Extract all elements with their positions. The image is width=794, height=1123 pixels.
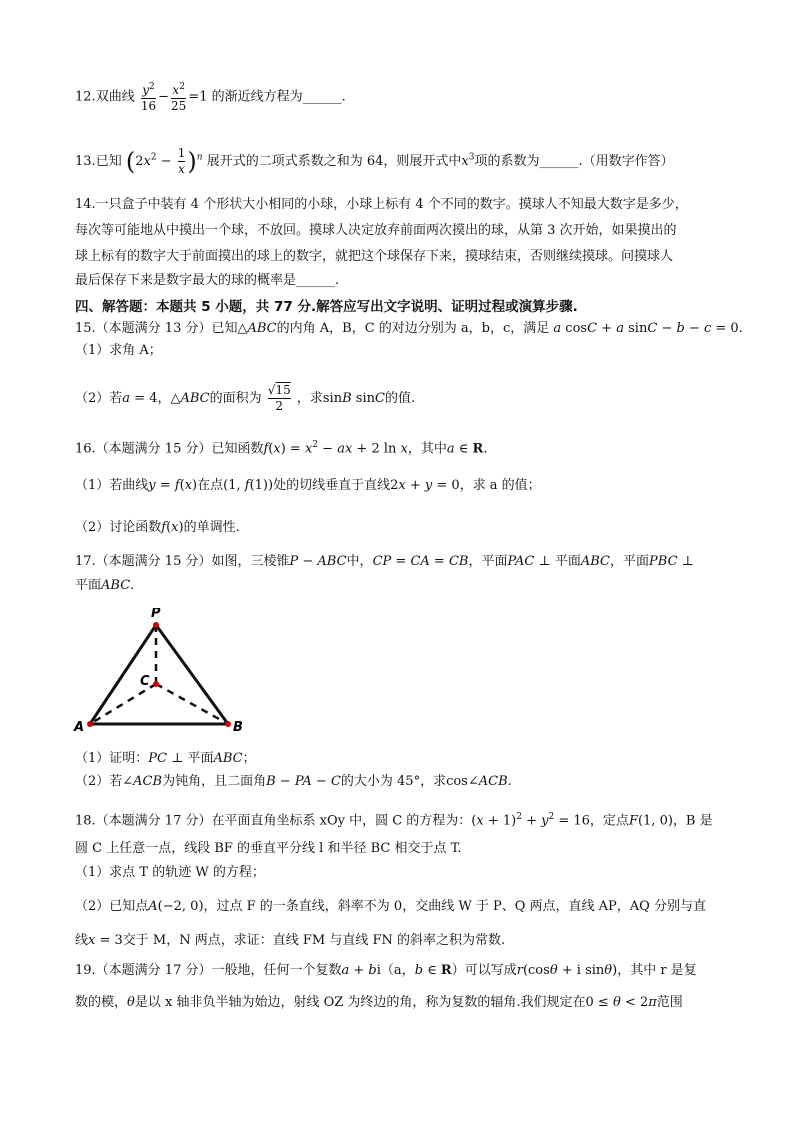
vertex-p-dot	[153, 622, 159, 628]
question-15-part-1: （1）求角 A；	[75, 343, 162, 358]
pyramid-diagram	[70, 608, 260, 733]
question-18-part-1: （1）求点 T 的轨迹 W 的方程；	[75, 865, 265, 880]
question-18-line-5: 线x = 3交于 M，N 两点，求证：直线 FM 与直线 FN 的斜率之积为常数.	[75, 933, 506, 948]
question-15: 15.（本题满分 13 分）已知△ABC的内角 A，B，C 的对边分别为 a，b，c，满足 a cosC + a sinC − b − c = 0.	[75, 321, 743, 336]
section-heading: 四、解答题：本题共 5 小题，共 77 分.解答应写出文字说明、证明过程或演算步骤.	[75, 299, 578, 315]
question-19: 19.（本题满分 17 分）一般地，任何一个复数a + bi（a，b ∈ R）可以写成r(cosθ + i sinθ)，其中 r 是复	[75, 963, 697, 978]
label-a: A	[74, 720, 85, 733]
question-13: 13.已知 ($2x^2$ − $\frac{1}{x}$ )$^n$ 展开式的二项式系数之和为 64，则展开式中$x^3$项的系数为______.（用数字作答）	[75, 146, 674, 176]
question-14-line-1: 14.一只盒子中装有 4 个形状大小相同的小球，小球上标有 4 个不同的数字。摸球人不知最大数字是多少，	[75, 197, 688, 212]
question-14-line-4: 最后保存下来是数字最大的球的概率是______.	[75, 273, 340, 288]
question-17-part-1: （1）证明：PC ⊥ 平面ABC；	[75, 751, 256, 766]
question-12: 12.双曲线 $\frac{y^2}{16}$ − $\frac{x^2}{25}$ =1 的渐近线方程为______.	[75, 82, 346, 113]
question-16: 16.（本题满分 15 分）已知函数$f(x) = x^2$ − ax + 2 ln x，其中a ∈ R.	[75, 440, 488, 457]
vertex-a-dot	[87, 721, 93, 727]
label-c: C	[140, 674, 150, 689]
edge-pb	[156, 625, 228, 724]
label-b: B	[233, 720, 243, 733]
vertex-c-dot	[153, 681, 159, 687]
question-18-line-2: 圆 C 上任意一点，线段 BF 的垂直平分线 l 和半径 BC 相交于点 T.	[75, 841, 462, 856]
vertex-b-dot	[225, 721, 231, 727]
label-p: P	[151, 608, 161, 621]
question-16-part-1: （1）若曲线y = f(x)在点(1, f(1))处的切线垂直于直线2x + y = 0，求 a 的值；	[75, 478, 541, 493]
edge-ca	[90, 684, 156, 724]
question-15-part-2: （2）若a = 4，△ABC的面积为 $\frac{√15}{2}$ ，求sinB sinC的值.	[75, 383, 416, 413]
fraction-1-x: $\frac{1}{x}$	[177, 146, 186, 176]
fraction-y2-16: $\frac{y^2}{16}$	[140, 82, 157, 113]
question-14-line-2: 每次等可能地从中摸出一个球，不放回。摸球人决定放弃前面两次摸出的球，从第 3 次开始，如果摸出的	[75, 223, 677, 238]
question-17: 17.（本题满分 15 分）如图，三棱锥P − ABC中，CP = CA = CB，平面PAC ⊥ 平面ABC，平面PBC ⊥	[75, 554, 694, 569]
question-16-part-2: （2）讨论函数f(x)的单调性.	[75, 520, 240, 535]
question-17-line-2: 平面ABC.	[75, 578, 135, 593]
question-18: 18.（本题满分 17 分）在平面直角坐标系 xOy 中，圆 C 的方程为：$(x + 1)^2 + y^2 = 16$，定点F(1, 0)，B 是	[75, 812, 713, 829]
edge-cb	[156, 684, 228, 724]
question-17-part-2: （2）若∠ACB为钝角，且二面角B − PA − C的大小为 45°，求cos∠ACB.	[75, 774, 512, 789]
question-18-part-2: （2）已知点A(−2, 0)，过点 F 的一条直线，斜率不为 0，交曲线 W 于 P、Q 两点，直线 AP，AQ 分别与直	[75, 899, 706, 914]
fraction-sqrt15-2: $\frac{√15}{2}$	[267, 383, 291, 413]
question-14-line-3: 球上标有的数字大于前面摸出的球上的数字，就把这个球保存下来，摸球结束，否则继续摸球。问摸球人	[75, 249, 674, 264]
fraction-x2-25: $\frac{x^2}{25}$	[171, 82, 187, 113]
question-19-line-2: 数的模，θ是以 x 轴非负半轴为始边，射线 OZ 为终边的角，称为复数的辐角.我们规定在0 ≤ θ < 2π范围	[75, 995, 683, 1010]
